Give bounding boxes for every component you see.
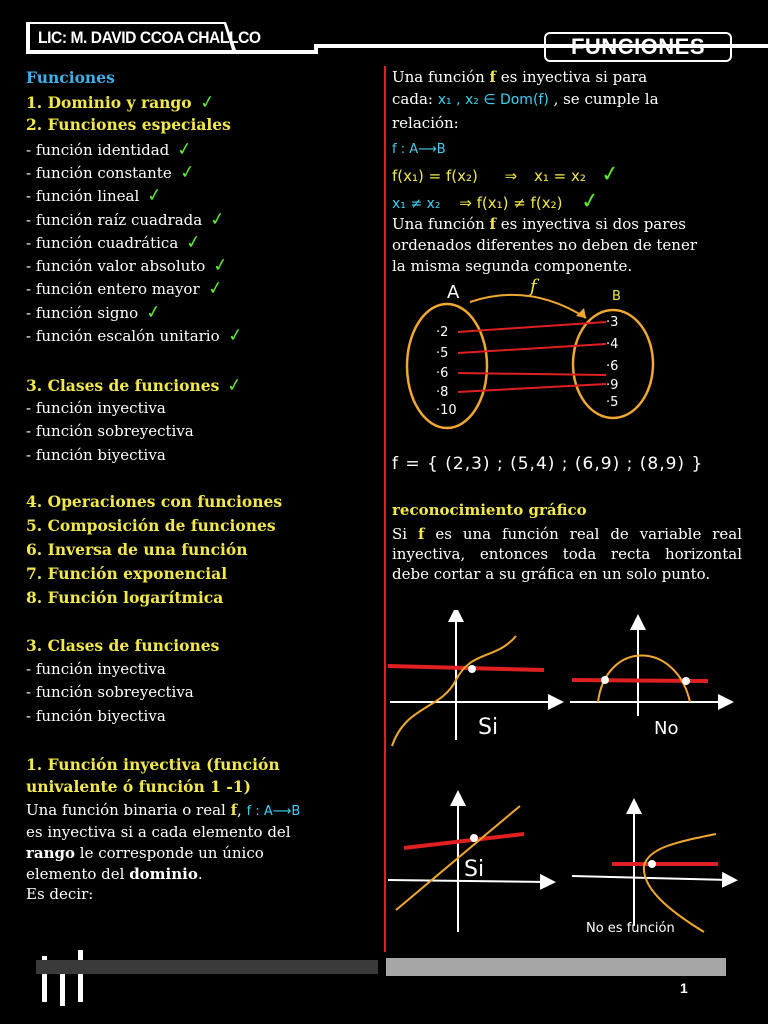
toc-item <box>26 92 215 113</box>
toc-item-label: 3. Clases de funciones <box>26 636 220 655</box>
toc-item <box>26 302 161 323</box>
graph-2 <box>570 622 726 739</box>
arrow-diagram <box>400 276 690 441</box>
toc-item <box>26 325 243 346</box>
toc-item-label: - función lineal <box>26 187 140 206</box>
domain-element: ·10 <box>436 403 457 418</box>
math-mapping: f : A⟶B <box>392 142 446 157</box>
codomain-element: ·5 <box>606 395 619 410</box>
footer-bar-left <box>36 960 378 974</box>
check-icon: ✓ <box>599 160 621 189</box>
toc-item-label: - función escalón unitario <box>26 327 220 345</box>
check-icon: ✓ <box>206 277 225 301</box>
toc-item-label: - función identidad <box>26 140 170 159</box>
check-icon: ✓ <box>579 187 602 216</box>
function-label: f <box>530 276 537 297</box>
toc-item-label: - función sobreyectiva <box>26 683 194 701</box>
toc-item <box>26 683 194 701</box>
toc-item <box>26 139 192 160</box>
paragraph1-line3: relación: <box>392 114 459 132</box>
toc-item-label: - función sobreyectiva <box>26 422 194 440</box>
check-icon: ✓ <box>145 184 164 208</box>
intersection-point <box>601 676 609 684</box>
toc-item <box>26 492 282 511</box>
toc-item-label: - función inyectiva <box>26 659 166 678</box>
toc-item <box>26 115 231 134</box>
injective-title-line1: 1. Función inyectiva (función <box>26 755 280 774</box>
arrow-icon: ⟶ <box>272 804 292 819</box>
toc-item <box>26 516 276 535</box>
toc-item-label: 8. Función logarítmica <box>26 588 224 607</box>
author-name: LIC: M. DAVID CCOA CHALLCO <box>38 28 261 47</box>
graph-examples <box>386 610 768 950</box>
footer-logo <box>40 946 90 1008</box>
intersection-point <box>470 834 478 842</box>
toc-item <box>26 422 194 440</box>
toc-item-label: - función raíz cuadrada <box>26 210 203 229</box>
paragraph2-line1: Una función f es inyectiva si dos pares <box>392 215 686 233</box>
graph-label: Si <box>464 857 485 882</box>
math-condition-1: f(x₁) = f(x₂) ⇒ x₁ = x₂ ✓ <box>392 160 621 189</box>
toc-item <box>26 375 242 396</box>
set-b-label: B <box>612 289 621 304</box>
graph-3 <box>388 798 548 932</box>
injective-title-line2: univalente ó función 1 -1) <box>26 777 251 796</box>
toc-item-label: 1. Dominio y rango <box>26 93 192 112</box>
toc-item <box>26 209 225 230</box>
set-a-label: A <box>447 282 460 303</box>
graph-label: Si <box>478 715 499 740</box>
mapping-line <box>458 344 606 353</box>
check-icon: ✓ <box>198 91 217 114</box>
toc-item-label: 5. Composición de funciones <box>26 516 276 535</box>
domain-element: ·6 <box>436 366 449 381</box>
intersection-point <box>468 665 476 673</box>
toc-item-label: 2. Funciones especiales <box>26 115 231 135</box>
mapping-line <box>458 373 606 375</box>
toc-item-label: - función biyectiva <box>26 445 166 464</box>
check-icon: ✓ <box>175 137 194 161</box>
check-icon: ✓ <box>178 160 197 184</box>
definition-line3: rango le corresponde un único <box>26 844 264 862</box>
toc-item <box>26 636 219 655</box>
toc-item <box>26 399 166 417</box>
toc-item <box>26 540 248 559</box>
math-condition-2: x₁ ≠ x₂ ⇒ f(x₁) ≠ f(x₂) ✓ <box>392 187 602 216</box>
check-icon: ✓ <box>208 207 227 231</box>
toc-item-label: - función constante <box>26 163 172 182</box>
paragraph2-line2: ordenados diferentes no deben de tener <box>392 236 697 254</box>
codomain-element: ·3 <box>606 315 619 330</box>
definition-line5: Es decir: <box>26 885 94 903</box>
toc-item <box>26 660 166 678</box>
graph-4 <box>572 806 730 936</box>
paragraph1-line2: cada: x₁ , x₂ ∈ Dom(f) , se cumple la <box>392 90 659 108</box>
set-notation: f = { (2,3) ; (5,4) ; (6,9) ; (8,9) } <box>392 454 704 474</box>
domain-element: ·2 <box>436 325 449 340</box>
intersection-point <box>648 860 656 868</box>
mapping-line <box>458 384 606 392</box>
graph-label: No <box>654 718 679 739</box>
toc-item-label: - función cuadrática <box>26 233 179 252</box>
recognition-title: reconocimiento gráfico <box>392 501 587 519</box>
toc-item-label: - función signo <box>26 303 139 322</box>
toc-item <box>26 185 162 206</box>
toc-item-label: - función inyectiva <box>26 398 166 417</box>
check-icon: ✓ <box>144 300 163 324</box>
codomain-element: ·9 <box>606 378 619 393</box>
check-icon: ✓ <box>226 374 244 397</box>
toc-item-label: 4. Operaciones con funciones <box>26 492 283 511</box>
toc-item <box>26 232 201 253</box>
toc-item <box>26 564 227 583</box>
toc-item-label: - función valor absoluto <box>26 257 206 276</box>
toc-item-label: - función biyectiva <box>26 706 166 725</box>
toc-item <box>26 588 223 607</box>
mapping-arrow <box>470 295 586 318</box>
page-number: 1 <box>680 980 688 996</box>
curve <box>644 834 716 932</box>
definition-line2: es inyectiva si a cada elemento del <box>26 823 291 841</box>
codomain-element: ·4 <box>606 337 619 352</box>
paragraph1-line1: Una función f es inyectiva si para <box>392 68 648 86</box>
toc-item-label: - función entero mayor <box>26 280 200 299</box>
toc-item <box>26 162 195 183</box>
check-icon: ✓ <box>184 230 203 254</box>
check-icon: ✓ <box>226 324 245 347</box>
graph-1 <box>388 614 556 746</box>
footer-bar-right <box>386 958 726 976</box>
toc-item <box>26 255 228 276</box>
definition-line4: elemento del dominio. <box>26 865 203 883</box>
horizontal-line <box>404 834 524 848</box>
domain-element: ·8 <box>436 385 449 400</box>
toc-item <box>26 446 166 464</box>
toc-item-label: 6. Inversa de una función <box>26 540 248 559</box>
codomain-element: ·6 <box>606 359 619 374</box>
toc-item-label: 7. Función exponencial <box>26 564 228 583</box>
arrow-icon: ⟶ <box>418 142 437 157</box>
graph-label: No es función <box>586 921 675 936</box>
paragraph2-line3: la misma segunda componente. <box>392 257 633 275</box>
toc-item-label: 3. Clases de funciones <box>26 376 220 395</box>
definition-line1: Una función binaria o real f, f : A⟶B <box>26 801 301 819</box>
check-icon: ✓ <box>211 254 230 278</box>
toc-item <box>26 707 166 725</box>
toc-item <box>26 278 223 299</box>
page-title: FUNCIONES <box>544 32 732 62</box>
x-axis <box>572 876 730 880</box>
domain-element: ·5 <box>436 346 449 361</box>
section-heading: Funciones <box>26 68 115 87</box>
intersection-point <box>682 677 690 685</box>
recognition-paragraph: Si f es una función real de variable real inyectiva, entonces toda recta horizontal debe cortar a su gráfica en un solo punto. <box>392 525 743 583</box>
